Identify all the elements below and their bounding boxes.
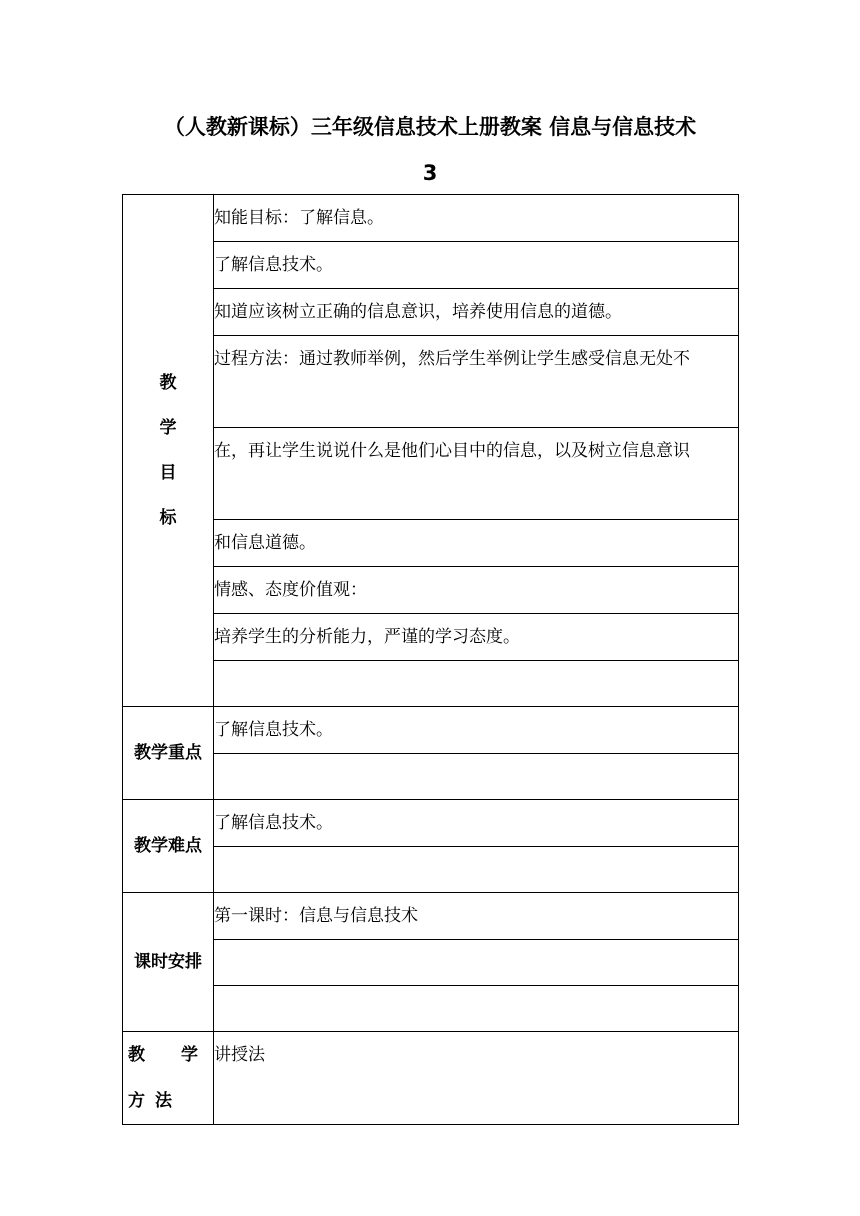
- schedule-row-empty: [214, 986, 739, 1032]
- table-row: [123, 289, 739, 336]
- objective-row: 培养学生的分析能力，严谨的学习态度。: [214, 614, 739, 661]
- objective-row-empty: [214, 661, 739, 707]
- method-content: 讲授法: [214, 1032, 739, 1125]
- table-row: [123, 707, 739, 754]
- table-row: [123, 567, 739, 614]
- table-row: [123, 195, 739, 242]
- table-row: [123, 986, 739, 1032]
- table-row: [123, 520, 739, 567]
- schedule-label: 课时安排: [134, 952, 202, 972]
- schedule-row-empty: [214, 940, 739, 986]
- key-points-row-empty: [214, 754, 739, 800]
- key-points-label-cell: [123, 707, 214, 800]
- document-title: （人教新课标）三年级信息技术上册教案 信息与信息技术: [163, 115, 697, 139]
- difficulties-label: 教学难点: [134, 836, 202, 856]
- table-row: [123, 940, 739, 986]
- objective-row: 知道应该树立正确的信息意识，培养使用信息的道德。: [214, 289, 739, 336]
- table-row: [123, 614, 739, 661]
- difficulties-label-cell: [123, 800, 214, 893]
- key-points-label: 教学重点: [134, 743, 202, 763]
- objective-row: 和信息道德。: [214, 520, 739, 567]
- objective-row: 在，再让学生说说什么是他们心目中的信息，以及树立信息意识: [214, 428, 739, 520]
- objective-row: 了解信息技术。: [214, 242, 739, 289]
- table-row: [123, 847, 739, 893]
- table-row: [123, 242, 739, 289]
- key-points-row: 了解信息技术。: [214, 707, 739, 754]
- table-row: [123, 428, 739, 520]
- method-label-cell: [123, 1032, 214, 1125]
- table-row: [123, 754, 739, 800]
- objective-row: 过程方法：通过教师举例，然后学生举例让学生感受信息无处不: [214, 336, 739, 428]
- table-row: [123, 336, 739, 428]
- table-row: [123, 661, 739, 707]
- document-title-number: 3: [422, 161, 438, 185]
- schedule-label-cell: [123, 893, 214, 1032]
- objective-row: 知能目标：了解信息。: [214, 195, 739, 242]
- table-row: [123, 800, 739, 847]
- schedule-row: 第一课时：信息与信息技术: [214, 893, 739, 940]
- difficulties-row: 了解信息技术。: [214, 800, 739, 847]
- difficulties-row-empty: [214, 847, 739, 893]
- method-label: 教学方法: [128, 1045, 208, 1111]
- teaching-objectives-label-cell: [123, 195, 214, 707]
- table-row: [123, 893, 739, 940]
- lesson-plan-table: [122, 194, 739, 1125]
- table-row: [123, 1032, 739, 1125]
- teaching-objectives-label: 教学目标: [159, 372, 177, 528]
- objective-row: 情感、态度价值观：: [214, 567, 739, 614]
